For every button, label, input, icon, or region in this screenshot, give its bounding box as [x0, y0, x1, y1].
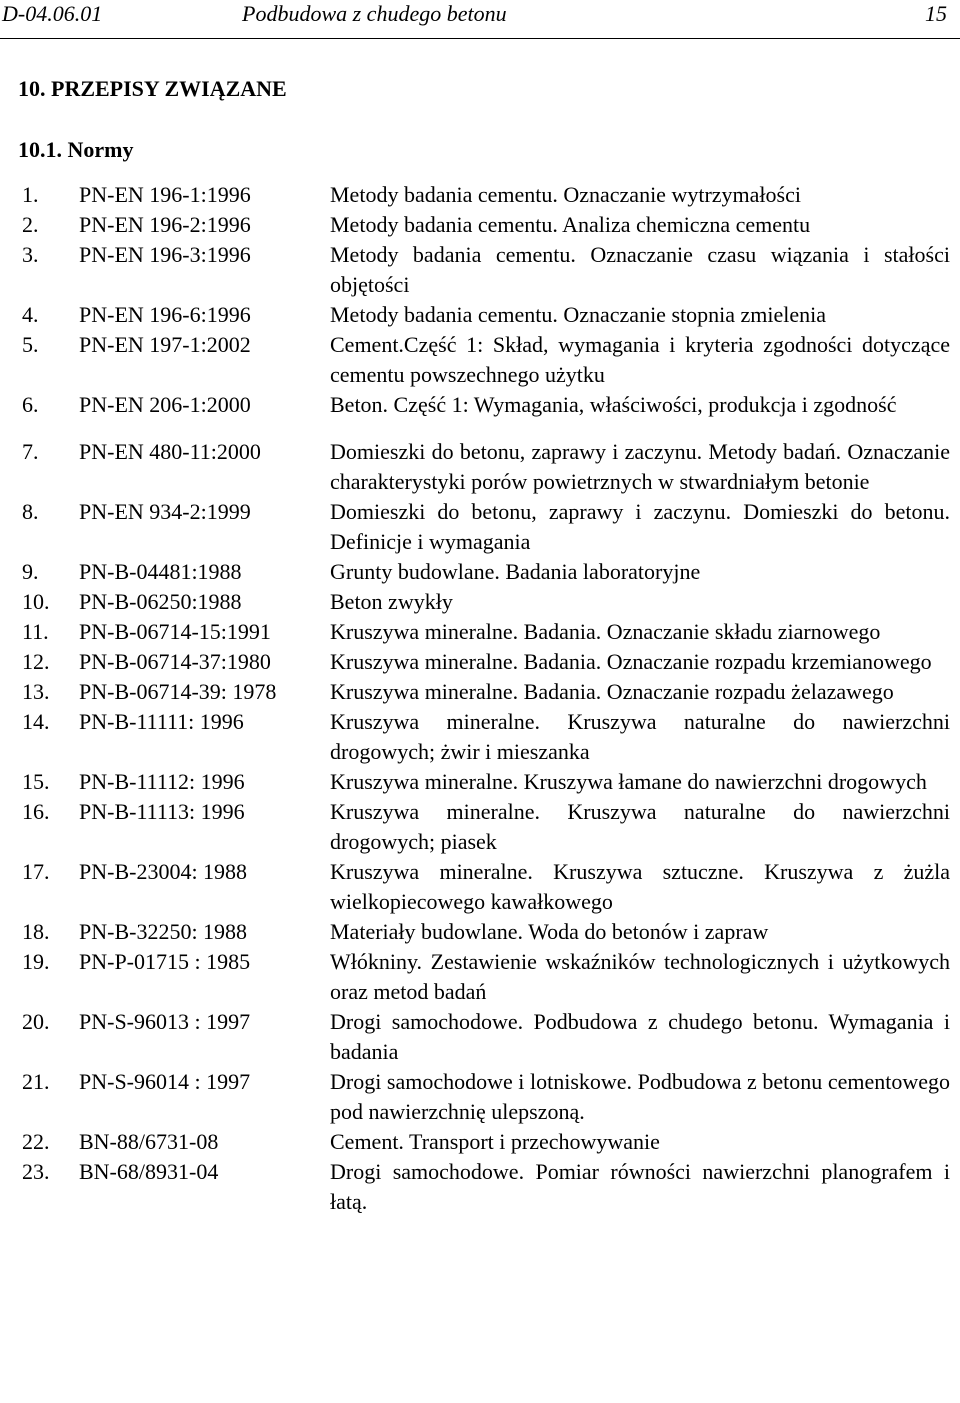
- norm-number: 15.: [22, 769, 50, 794]
- norm-description: Drogi samochodowe. Podbudowa z chudego betonu. Wymagania i badania: [330, 1009, 950, 1064]
- norm-number: 13.: [22, 679, 50, 704]
- norm-description: Kruszywa mineralne. Badania. Oznaczanie rozpadu krzemianowego: [330, 649, 932, 674]
- norm-code: PN-B-06250:1988: [79, 589, 242, 614]
- norm-row: [0, 437, 960, 497]
- norm-row: [0, 767, 960, 797]
- norm-code: PN-B-11113: 1996: [79, 799, 245, 824]
- norm-row: [0, 180, 960, 210]
- norm-row: [0, 857, 960, 917]
- norm-description: Drogi samochodowe. Pomiar równości nawierzchni planografem i łatą.: [330, 1159, 950, 1214]
- norm-number: 6.: [22, 392, 39, 417]
- norm-number: 20.: [22, 1009, 50, 1034]
- norm-code: PN-B-06714-37:1980: [79, 649, 271, 674]
- norm-code: PN-B-11111: 1996: [79, 709, 244, 734]
- norm-description: Metody badania cementu. Oznaczanie wytrzymałości: [330, 182, 801, 207]
- norm-code: PN-EN 196-1:1996: [79, 182, 251, 207]
- norm-description: Kruszywa mineralne. Kruszywa sztuczne. Kruszywa z żużla wielkopiecowego kawałkowego: [330, 859, 950, 914]
- norm-code: BN-68/8931-04: [79, 1159, 219, 1184]
- norm-code: BN-88/6731-08: [79, 1129, 219, 1154]
- norm-description: Beton. Część 1: Wymagania, właściwości, produkcja i zgodność: [330, 392, 897, 417]
- norm-description: Beton zwykły: [330, 589, 453, 614]
- norm-number: 14.: [22, 709, 50, 734]
- norm-row: [0, 797, 960, 857]
- norm-description: Domieszki do betonu, zaprawy i zaczynu. Metody badań. Oznaczanie charakterystyki porów powietrznych w stwardniałym betonie: [330, 439, 950, 494]
- norm-description: Włókniny. Zestawienie wskaźników technologicznych i użytkowych oraz metod badań: [330, 949, 950, 1004]
- norm-row: [0, 210, 960, 240]
- norm-row: [0, 1157, 960, 1217]
- norm-description: Grunty budowlane. Badania laboratoryjne: [330, 559, 701, 584]
- norm-description: Metody badania cementu. Oznaczanie czasu wiązania i stałości objętości: [330, 242, 950, 297]
- norm-row: [0, 947, 960, 1007]
- norm-code: PN-EN 934-2:1999: [79, 499, 251, 524]
- norm-code: PN-B-06714-39: 1978: [79, 679, 277, 704]
- norm-row: [0, 1007, 960, 1067]
- norm-row: [0, 497, 960, 557]
- norm-code: PN-EN 196-2:1996: [79, 212, 251, 237]
- norm-description: Cement.Część 1: Skład, wymagania i kryteria zgodności dotyczące cementu powszechnego użytku: [330, 332, 950, 387]
- norm-number: 19.: [22, 949, 50, 974]
- norm-description: Kruszywa mineralne. Kruszywa naturalne do nawierzchni drogowych; żwir i mieszanka: [330, 709, 950, 764]
- norm-number: 17.: [22, 859, 50, 884]
- norm-number: 16.: [22, 799, 50, 824]
- norm-code: PN-B-11112: 1996: [79, 769, 245, 794]
- norm-code: PN-P-01715 : 1985: [79, 949, 251, 974]
- subsection-title: 10.1. Normy: [18, 137, 134, 162]
- norm-code: PN-B-04481:1988: [79, 559, 242, 584]
- document-code: D-04.06.01: [2, 1, 103, 26]
- norm-code: PN-S-96014 : 1997: [79, 1069, 251, 1094]
- norm-number: 23.: [22, 1159, 50, 1184]
- section-title: 10. PRZEPISY ZWIĄZANE: [18, 76, 287, 101]
- norm-code: PN-EN 196-6:1996: [79, 302, 251, 327]
- norm-number: 7.: [22, 439, 39, 464]
- norm-description: Metody badania cementu. Analiza chemiczna cementu: [330, 212, 811, 237]
- norm-number: 21.: [22, 1069, 50, 1094]
- norm-description: Domieszki do betonu, zaprawy i zaczynu. Domieszki do betonu. Definicje i wymagania: [330, 499, 950, 554]
- norm-code: PN-B-23004: 1988: [79, 859, 248, 884]
- norm-code: PN-B-32250: 1988: [79, 919, 248, 944]
- norm-row: [0, 617, 960, 647]
- norm-row: [0, 390, 960, 420]
- norm-description: Kruszywa mineralne. Badania. Oznaczanie składu ziarnowego: [330, 619, 881, 644]
- norm-number: 9.: [22, 559, 39, 584]
- norm-row: [0, 647, 960, 677]
- norm-number: 10.: [22, 589, 50, 614]
- page-header: [0, 0, 960, 39]
- norms-list: [0, 180, 960, 1217]
- norm-number: 11.: [22, 619, 49, 644]
- norm-description: Materiały budowlane. Woda do betonów i zapraw: [330, 919, 769, 944]
- norm-number: 22.: [22, 1129, 50, 1154]
- norm-number: 2.: [22, 212, 39, 237]
- norm-row: [0, 557, 960, 587]
- norm-number: 3.: [22, 242, 39, 267]
- norm-number: 18.: [22, 919, 50, 944]
- norm-description: Drogi samochodowe i lotniskowe. Podbudowa z betonu cementowego pod nawierzchnię ulepszoną.: [330, 1069, 950, 1124]
- norm-description: Kruszywa mineralne. Kruszywa łamane do nawierzchni drogowych: [330, 769, 927, 794]
- norm-row: [0, 1127, 960, 1157]
- norm-row: [0, 330, 960, 390]
- norm-description: Kruszywa mineralne. Badania. Oznaczanie rozpadu żelazawego: [330, 679, 894, 704]
- norm-row: [0, 240, 960, 300]
- norm-number: 4.: [22, 302, 39, 327]
- norm-code: PN-EN 197-1:2002: [79, 332, 251, 357]
- norm-number: 8.: [22, 499, 39, 524]
- norm-description: Metody badania cementu. Oznaczanie stopnia zmielenia: [330, 302, 827, 327]
- page-number: 15: [925, 1, 947, 26]
- norm-row: [0, 300, 960, 330]
- norm-row: [0, 917, 960, 947]
- norm-code: PN-S-96013 : 1997: [79, 1009, 251, 1034]
- norm-row: [0, 707, 960, 767]
- norm-code: PN-EN 206-1:2000: [79, 392, 251, 417]
- norm-number: 12.: [22, 649, 50, 674]
- norm-number: 5.: [22, 332, 39, 357]
- document-title: Podbudowa z chudego betonu: [242, 1, 507, 26]
- norm-code: PN-EN 480-11:2000: [79, 439, 261, 464]
- norm-number: 1.: [22, 182, 39, 207]
- norm-code: PN-EN 196-3:1996: [79, 242, 251, 267]
- norm-code: PN-B-06714-15:1991: [79, 619, 271, 644]
- norm-row: [0, 1067, 960, 1127]
- norm-row: [0, 587, 960, 617]
- norm-row: [0, 677, 960, 707]
- norm-description: Kruszywa mineralne. Kruszywa naturalne do nawierzchni drogowych; piasek: [330, 799, 950, 854]
- norm-description: Cement. Transport i przechowywanie: [330, 1129, 660, 1154]
